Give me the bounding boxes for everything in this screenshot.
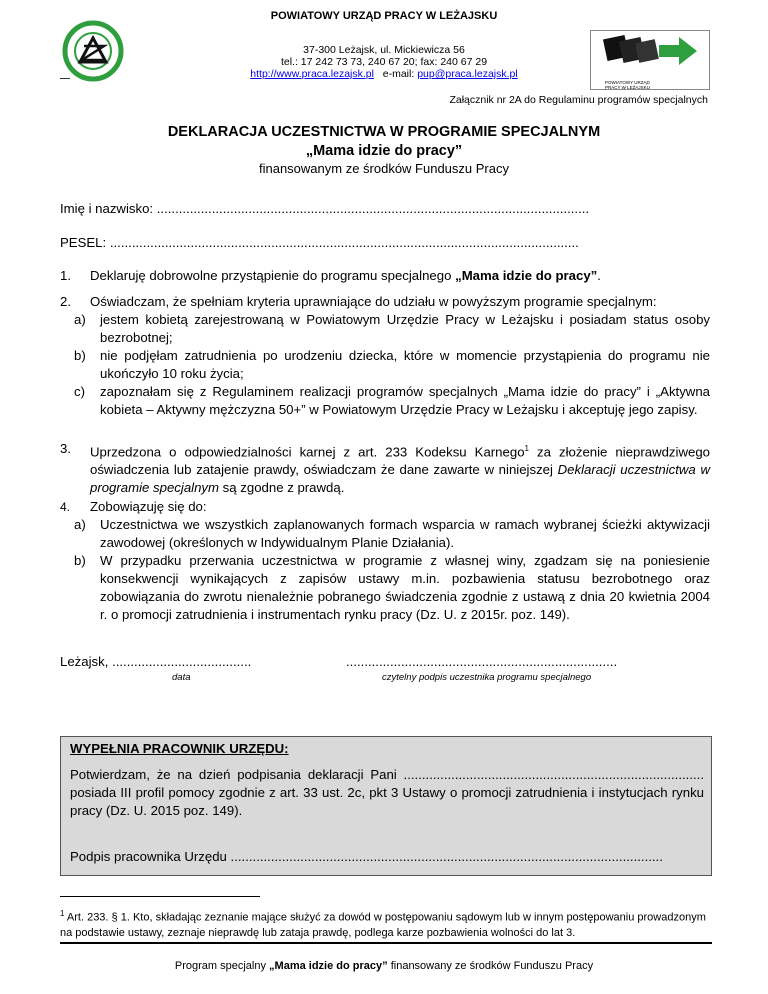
page-footer	[0, 960, 768, 972]
footnote-ref: 1	[524, 444, 529, 453]
right-logo-caption: POWIATOWY URZĄD PRACY W LEŻAJSKU	[605, 80, 650, 90]
item-1-text: Deklaruję dobrowolne przystąpienie do programu specjalnego	[90, 268, 452, 283]
footer-program: „Mama idzie do pracy”	[269, 960, 388, 972]
footnote	[60, 906, 712, 941]
name-label: Imię i nazwisko:	[60, 201, 154, 216]
item-1-program: „Mama idzie do pracy”	[455, 268, 598, 283]
item-4b-label: b)	[74, 553, 86, 568]
website-link[interactable]: http://www.praca.lezajsk.pl	[250, 68, 374, 80]
item-3-italic: Deklaracji uczestnictwa w programie specjalnym	[90, 462, 710, 496]
item-2c-text: zapoznałam się z Regulaminem realizacji programów specjalnych „Mama idzie do pracy” i „Aktywna kobieta – Aktywny mężczyzna 50+” w Powiatowym Urzędzie Pracy w Leżajsku i akceptuję jego zapisy.	[100, 384, 710, 417]
footer-text-b: finansowany ze środków Funduszu Pracy	[390, 960, 594, 972]
item-3-text-b: za złożenie nieprawdziwego oświadczenia lub zatajenie prawdy, oświadczam że dane zawarte w niniejszej	[90, 444, 710, 478]
staff-sign-dots: ......................................................................................................................	[230, 849, 663, 864]
staff-signature-field[interactable]	[70, 848, 704, 866]
item-4a-label: a)	[74, 517, 86, 532]
item-2a-text: jestem kobietą zarejestrowaną w Powiatowym Urzędzie Pracy w Leżajsku i posiadam status osoby bezrobotnej;	[100, 312, 710, 345]
staff-text-a: Potwierdzam, że na dzień podpisania deklaracji Pani	[70, 767, 397, 782]
footnote-text: Art. 233. § 1. Kto, składając zeznanie mające służyć za dowód w postępowaniu sądowym lub w innym postępowaniu prowadzonym na podstawie ustawy, zeznaje nieprawdę lub zataja prawdę, podlega karze pozbawienia wolności do lat 3.	[60, 911, 706, 939]
date-field[interactable]	[60, 653, 251, 671]
item-4b-text: W przypadku przerwania uczestnictwa w programie z własnej winy, zgadzam się na poniesienie konsekwencji wynikających z zapisów ustawy m.in. pozbawienia statusu bezrobotnego oraz zobowiązania do zwrotu nienależnie pobranego świadczenia zgodnie z ustawą z dnia 20 kwietnia 2004 r. o promocji zatrudnienia i instrumentach rynku pracy (Dz. U. z 2015r. poz. 149).	[100, 553, 710, 622]
pesel-dots: ................................................................................................................................	[109, 235, 579, 250]
email-label: e-mail:	[382, 68, 415, 80]
footnote-mark: 1	[60, 909, 65, 918]
date-dots: ......................................	[112, 654, 252, 669]
arrow-logo-icon	[591, 31, 709, 75]
funding-note: finansowanym ze środków Funduszu Pracy	[258, 161, 509, 176]
staff-confirmation	[70, 766, 704, 820]
staff-text-dots[interactable]: ..................................................................................	[403, 767, 704, 782]
item-2c-label: c)	[74, 384, 85, 399]
staff-text-b: posiada III profil pomocy zgodnie z art. 33 ust. 2c, pkt 3 Ustawy o promocji zatrudnienia i instytucjach rynku pracy (Dz. U. 2015 poz. 149).	[70, 785, 704, 818]
item-3	[90, 440, 710, 497]
annex-note: Załącznik nr 2A do Regulaminu programów specjalnych	[449, 94, 708, 106]
item-4-number: 4.	[60, 500, 71, 514]
program-name: „Mama idzie do pracy”	[305, 143, 463, 159]
item-1-number: 1.	[60, 268, 71, 283]
footer-text-a: Program specjalny	[174, 960, 266, 972]
item-2b-label: b)	[74, 348, 86, 363]
office-name: POWIATOWY URZĄD PRACY W LEŻAJSKU	[270, 10, 498, 22]
participant-signature-field[interactable]: ..........................................................................	[346, 654, 618, 669]
name-dots: ......................................................................................................................	[156, 201, 590, 216]
item-4a-text: Uczestnictwa we wszystkich zaplanowanych formach wsparcia w ramach wybranej ścieżki aktywizacji zawodowej (określonych w Indywidualnym Planie Działania).	[100, 517, 710, 550]
footer-rule	[60, 942, 712, 944]
footnote-rule	[60, 896, 260, 897]
office-address: 37-300 Leżajsk, ul. Mickiewicza 56	[303, 44, 465, 56]
place-label: Leżajsk,	[60, 654, 109, 669]
date-caption: data	[172, 672, 191, 683]
left-logo-rule	[60, 78, 70, 79]
name-field[interactable]	[60, 200, 720, 218]
item-2-number: 2.	[60, 294, 71, 309]
email-link[interactable]: pup@praca.lezajsk.pl	[417, 68, 518, 80]
staff-sign-label: Podpis pracownika Urzędu	[70, 849, 227, 864]
item-3-number: 3.	[60, 441, 71, 456]
item-2b-text: nie podjęłam zatrudnienia po urodzeniu dziecka, które w momencie przystąpienia do programu nie ukończyło 10 roku życia;	[100, 348, 710, 381]
staff-heading: WYPEŁNIA PRACOWNIK URZĘDU:	[70, 741, 289, 756]
office-phones: tel.: 17 242 73 73, 240 67 20; fax: 240 67 29	[280, 56, 488, 68]
pesel-field[interactable]	[60, 234, 720, 252]
item-2-text: Oświadczam, że spełniam kryteria uprawniające do udziału w powyższym programie specjalnym:	[90, 294, 657, 309]
document-title: DEKLARACJA UCZESTNICTWA W PROGRAMIE SPECJALNYM	[167, 124, 601, 140]
pesel-label: PESEL:	[60, 235, 107, 250]
item-1: Deklaruję dobrowolne przystąpienie do programu specjalnego „Mama idzie do pracy”.	[90, 268, 601, 283]
signature-caption: czytelny podpis uczestnika programu specjalnego	[382, 672, 592, 683]
item-2a-label: a)	[74, 312, 86, 327]
item-3-text-a: Uprzedzona o odpowiedzialności karnej z art. 233 Kodeksu Karnego	[90, 444, 525, 460]
item-4-text: Zobowiązuję się do:	[90, 499, 207, 514]
right-logo	[590, 30, 710, 90]
item-3-text-c: są zgodne z prawdą.	[222, 480, 345, 496]
